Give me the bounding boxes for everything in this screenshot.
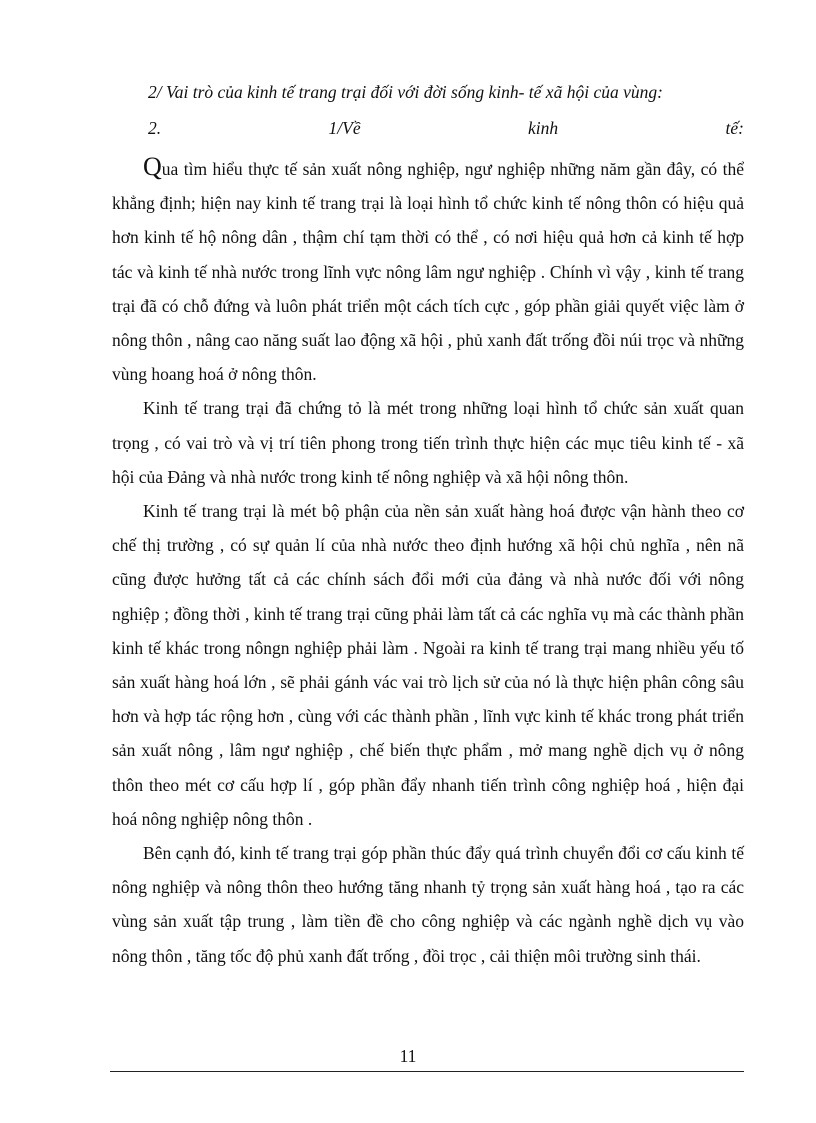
paragraph-3: Kinh tế trang trại là mét bộ phận của nền sản xuất hàng hoá được vận hành theo cơ chế thị trường , có sự quản lí của nhà nước theo định hướng xã hội chủ nghĩa , nên nã cũng được hưởng tất cả các chính sách đổi mới của đảng và nhà nước đối với nông nghiệp ; đồng thời , kinh tế trang trại cũng phải làm tất cả các nghĩa vụ mà các thành phần kinh tế khác trong nôngn nghiệp phải làm . Ngoài ra kinh tế trang trại mang nhiều yếu tố sản xuất hàng hoá lớn , sẽ phải gánh vác vai trò lịch sử của nó là thực hiện phân công sâu hơn và hợp tác rộng hơn , cùng với các thành phần , lĩnh vực kinh tế khác trong phát triển sản xuất nông , lâm ngư nghiệp , chế biến thực phẩm , mở mang nghề dịch vụ ở nông thôn theo mét cơ cấu hợp lí , góp phần đẩy nhanh tiến trình công nghiệp hoá , hiện đại hoá nông nghiệp nông thôn . — [112, 501, 744, 829]
page-number: 11 — [399, 1046, 417, 1066]
subheading-word: 1/Về — [328, 118, 361, 138]
footer-divider — [110, 1071, 744, 1072]
subheading-word: tế: — [725, 118, 744, 138]
section-heading: 2/ Vai trò của kinh tế trang trại đối với đời sống kinh- tế xã hội của vùng: — [148, 82, 663, 102]
paragraph-4: Bên cạnh đó, kinh tế trang trại góp phần thúc đẩy quá trình chuyển đổi cơ cấu kinh tế nông nghiệp và nông thôn theo hướng tăng nhanh tỷ trọng sản xuất hàng hoá , tạo ra các vùng sản xuất tập trung , làm tiền đề cho công nghiệp và các ngành nghề dịch vụ vào nông thôn , tăng tốc độ phủ xanh đất trống , đồi trọc , cải thiện môi trường sinh thái. — [112, 843, 744, 966]
paragraph-text: ua tìm hiểu thực tế sản xuất nông nghiệp, ngư nghiệp những năm gần đây, có thể khẳng định; hiện nay kinh tế trang trại là loại hình tổ chức kinh tế nông thôn có hiệu quả hơn kinh tế hộ nông dân , thậm chí tạm thời có thể , có nơi hiệu quả hơn cả kinh tế hợp tác và kinh tế nhà nước trong lĩnh vực nông lâm ngư nghiệp . Chính vì vậy , kinh tế trang trại đã có chỗ đứng và luôn phát triển một cách tích cực , góp phần giải quyết việc làm ở nông thôn , nâng cao năng suất lao động xã hội , phủ xanh đất trống đồi núi trọc và những vùng hoang hoá ở nông thôn. — [112, 159, 744, 385]
subheading-word: kinh — [527, 118, 559, 138]
subheading-word: 2. — [148, 118, 162, 138]
paragraph-1 — [112, 152, 744, 391]
paragraph-2: Kinh tế trang trại đã chứng tỏ là mét trong những loại hình tổ chức sản xuất quan trọng , có vai trò và vị trí tiên phong trong tiến trình thực hiện các mục tiêu kinh tế - xã hội của Đảng và nhà nước trong kinh tế nông nghiệp và xã hội nông thôn. — [112, 398, 744, 487]
body-text — [112, 152, 744, 973]
drop-cap: Q — [143, 152, 162, 181]
subsection-heading — [148, 114, 744, 142]
